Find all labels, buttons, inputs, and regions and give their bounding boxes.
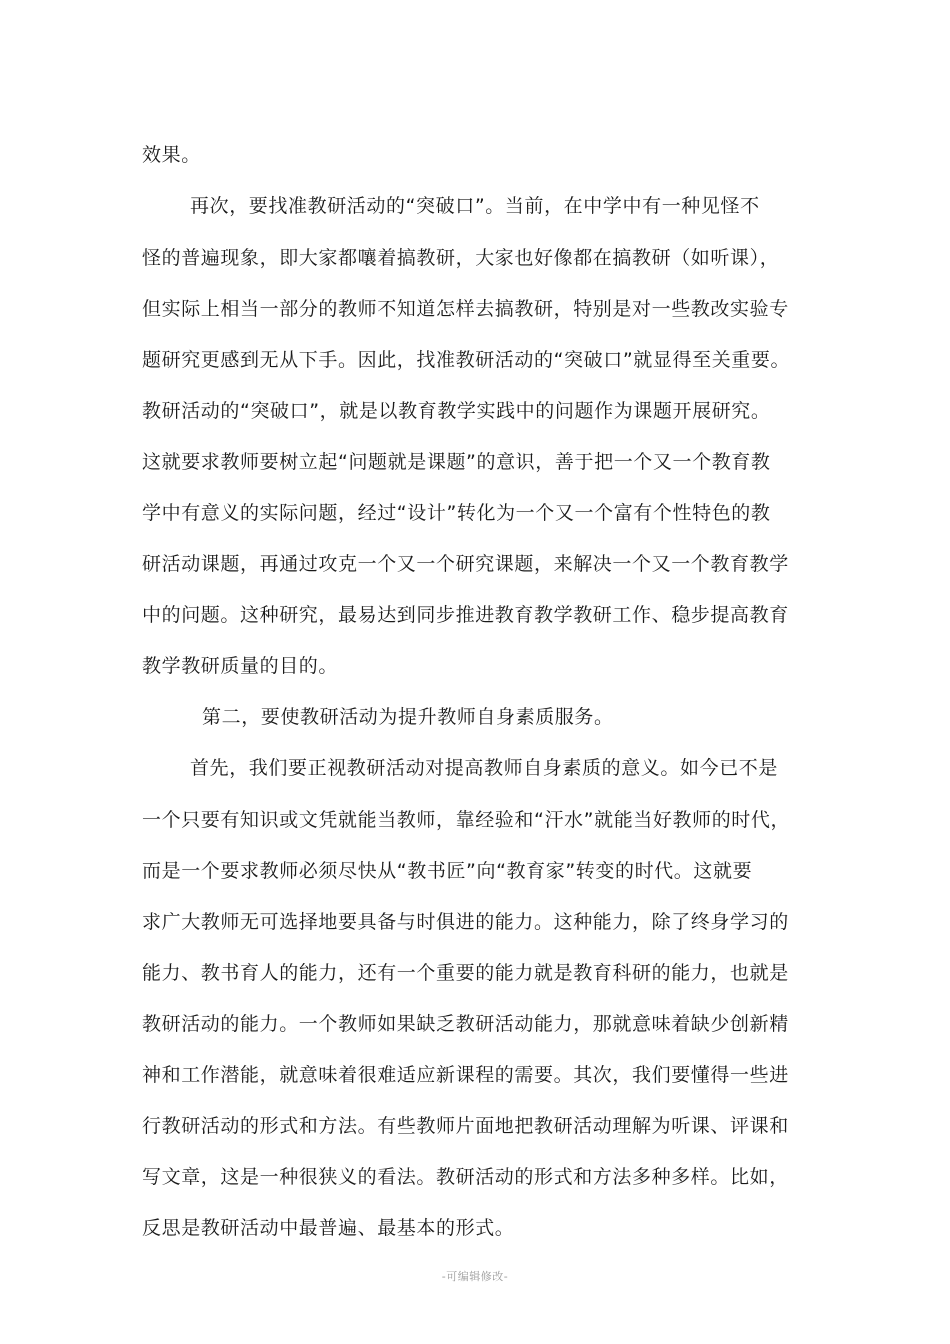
text-line: 行教研活动的形式和方法。有些教师片面地把教研活动理解为听课、评课和: [142, 1115, 789, 1137]
page-footer: -可编辑修改-: [441, 1270, 509, 1283]
text-line: 这就要求教师要树立起“问题就是课题”的意识，善于把一个又一个教育教: [142, 451, 771, 473]
text-line: 题研究更感到无从下手。因此，找准教研活动的“突破口”就显得至关重要。: [142, 349, 791, 371]
text-line: 一个只要有知识或文凭就能当教师，靠经验和“汗水”就能当好教师的时代，: [142, 809, 791, 831]
text-line: 怪的普遍现象，即大家都嚷着搞教研，大家也好像都在搞教研（如听课），: [142, 247, 780, 269]
paragraph-start-line: 首先，我们要正视教研活动对提高教师自身素质的意义。如今已不是: [190, 757, 779, 779]
paragraph-start-line: 再次，要找准教研活动的“突破口”。当前，在中学中有一种见怪不: [190, 195, 760, 217]
text-line: 神和工作潜能，就意味着很难适应新课程的需要。其次，我们要懂得一些进: [142, 1064, 789, 1086]
section-heading: 第二，要使教研活动为提升教师自身素质服务。: [202, 706, 614, 728]
text-line: 反思是教研活动中最普遍、最基本的形式。: [142, 1217, 515, 1239]
text-line: 能力、教书育人的能力，还有一个重要的能力就是教育科研的能力，也就是: [142, 962, 789, 984]
text-line: 但实际上相当一部分的教师不知道怎样去搞教研，特别是对一些教改实验专: [142, 298, 789, 320]
text-line: 而是一个要求教师必须尽快从“教书匠”向“教育家”转变的时代。这就要: [142, 860, 753, 882]
text-line: 学中有意义的实际问题，经过“设计”转化为一个又一个富有个性特色的教: [142, 502, 771, 524]
text-line: 写文章，这是一种很狭义的看法。教研活动的形式和方法多种多样。比如，: [142, 1166, 789, 1188]
text-line: 教学教研质量的目的。: [142, 655, 339, 677]
text-line: 中的问题。这种研究，最易达到同步推进教育教学教研工作、稳步提高教育: [142, 604, 789, 626]
text-line: 教研活动的“突破口”，就是以教育教学实践中的问题作为课题开展研究。: [142, 400, 771, 422]
text-line: 效果。: [142, 144, 201, 166]
text-line: 求广大教师无可选择地要具备与时俱进的能力。这种能力，除了终身学习的: [142, 911, 789, 933]
text-line: 研活动课题，再通过攻克一个又一个研究课题，来解决一个又一个教育教学: [142, 553, 789, 575]
text-line: 教研活动的能力。一个教师如果缺乏教研活动能力，那就意味着缺少创新精: [142, 1013, 789, 1035]
